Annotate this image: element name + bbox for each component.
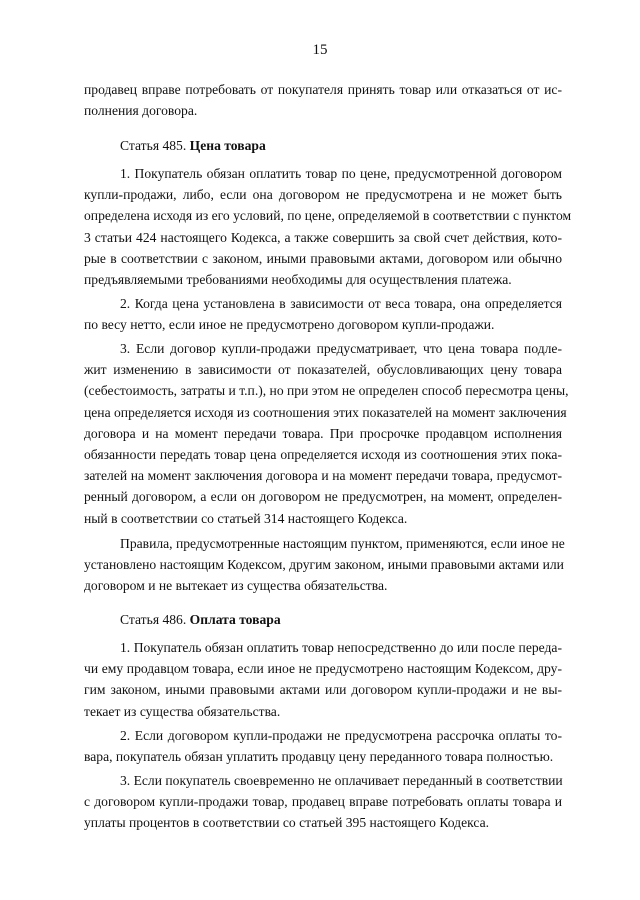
text-line: продавец вправе потребовать от покупателя принять товар или отказаться от ис- — [84, 82, 562, 97]
text-line: купли-продажи, либо, если она договором не предусмотрена и не может быть — [84, 187, 562, 203]
text-line: 2. Если договором купли-продажи не предусмотрена рассрочка оплаты то- — [120, 728, 562, 743]
text-line: установлено настоящим Кодексом, другим законом, иными правовыми актами или — [84, 557, 564, 573]
text-line: гим законом, иными правовыми актами или договором купли-продажи и не вы- — [84, 682, 562, 698]
article-number: Статья 485. — [120, 138, 187, 153]
article-title: Оплата товара — [189, 612, 281, 627]
text-line: уплаты процентов в соответствии со статьей 395 настоящего Кодекса. — [84, 815, 490, 831]
article-486-paragraph-1 — [84, 637, 562, 722]
text-line: вара, покупатель обязан уплатить продавцу цену переданного товара полностью. — [84, 749, 554, 765]
text-line: 1. Покупатель обязан оплатить товар по цене, предусмотренной договором — [120, 166, 562, 181]
article-485-paragraph-1 — [84, 163, 572, 290]
text-line: текает из существа обязательства. — [84, 703, 281, 719]
text-line: полнения договора. — [84, 103, 198, 119]
article-485-paragraph-4 — [84, 533, 565, 597]
article-486-paragraph-2 — [84, 725, 562, 767]
text-line: Правила, предусмотренные настоящим пунктом, применяются, если иное не — [120, 536, 565, 551]
text-line: ренный договором, а если он договором не предусмотрен, на момент, определен- — [84, 489, 562, 505]
text-line: с договором купли-продажи товар, продавец вправе потребовать оплаты товара и — [84, 794, 562, 810]
text-line: рые в соответствии с законом, иными правовыми актами, договором или обычно — [84, 250, 562, 266]
text-line: 2. Когда цена установлена в зависимости от веса товара, она определяется — [120, 296, 562, 311]
article-485-paragraph-3 — [84, 338, 569, 529]
article-485-heading — [120, 135, 266, 156]
text-line: чи ему продавцом товара, если иное не предусмотрено настоящим Кодексом, дру- — [84, 661, 562, 677]
text-line: предъявляемыми требованиями необходимы для осуществления платежа. — [84, 271, 512, 287]
page-number: 15 — [312, 42, 328, 58]
article-486-heading — [120, 609, 281, 630]
text-line: ный в соответствии со статьей 314 настоящего Кодекса. — [84, 510, 408, 526]
text-line: определена исходя из его условий, по цене, определяемой в соответствии с пунктом — [84, 208, 572, 224]
text-line: по весу нетто, если иное не предусмотрено договором купли-продажи. — [84, 317, 495, 333]
text-line: цена определяется исходя из соотношения этих показателей на момент заключения — [84, 404, 567, 420]
text-line: обязанности передать товар цена определяется исходя из соотношения этих пока- — [84, 446, 562, 462]
text-line: 3. Если покупатель своевременно не оплачивает переданный в соответствии — [120, 773, 563, 788]
article-486-paragraph-3 — [84, 770, 562, 834]
article-title: Цена товара — [189, 138, 266, 153]
article-number: Статья 486. — [120, 612, 187, 627]
text-line: зателей на момент заключения договора и на момент передачи товара, предусмот- — [84, 468, 562, 484]
text-line: договором и не вытекает из существа обязательства. — [84, 578, 388, 594]
article-485-paragraph-2 — [84, 293, 562, 335]
text-line: 3. Если договор купли-продажи предусматривает, что цена товара подле- — [120, 341, 562, 356]
text-line: жит изменению в зависимости от показателей, обусловливающих цену товара — [84, 362, 562, 378]
text-line: (себестоимость, затраты и т.п.), но при этом не определен способ пересмотра цены, — [84, 383, 569, 399]
intro-paragraph — [84, 79, 562, 121]
text-line: 3 статьи 424 настоящего Кодекса, а также совершить за свой счет действия, кото- — [84, 229, 562, 245]
text-line: 1. Покупатель обязан оплатить товар непосредственно до или после переда- — [120, 640, 562, 655]
text-line: договора и на момент передачи товара. При просрочке продавцом исполнения — [84, 425, 562, 441]
